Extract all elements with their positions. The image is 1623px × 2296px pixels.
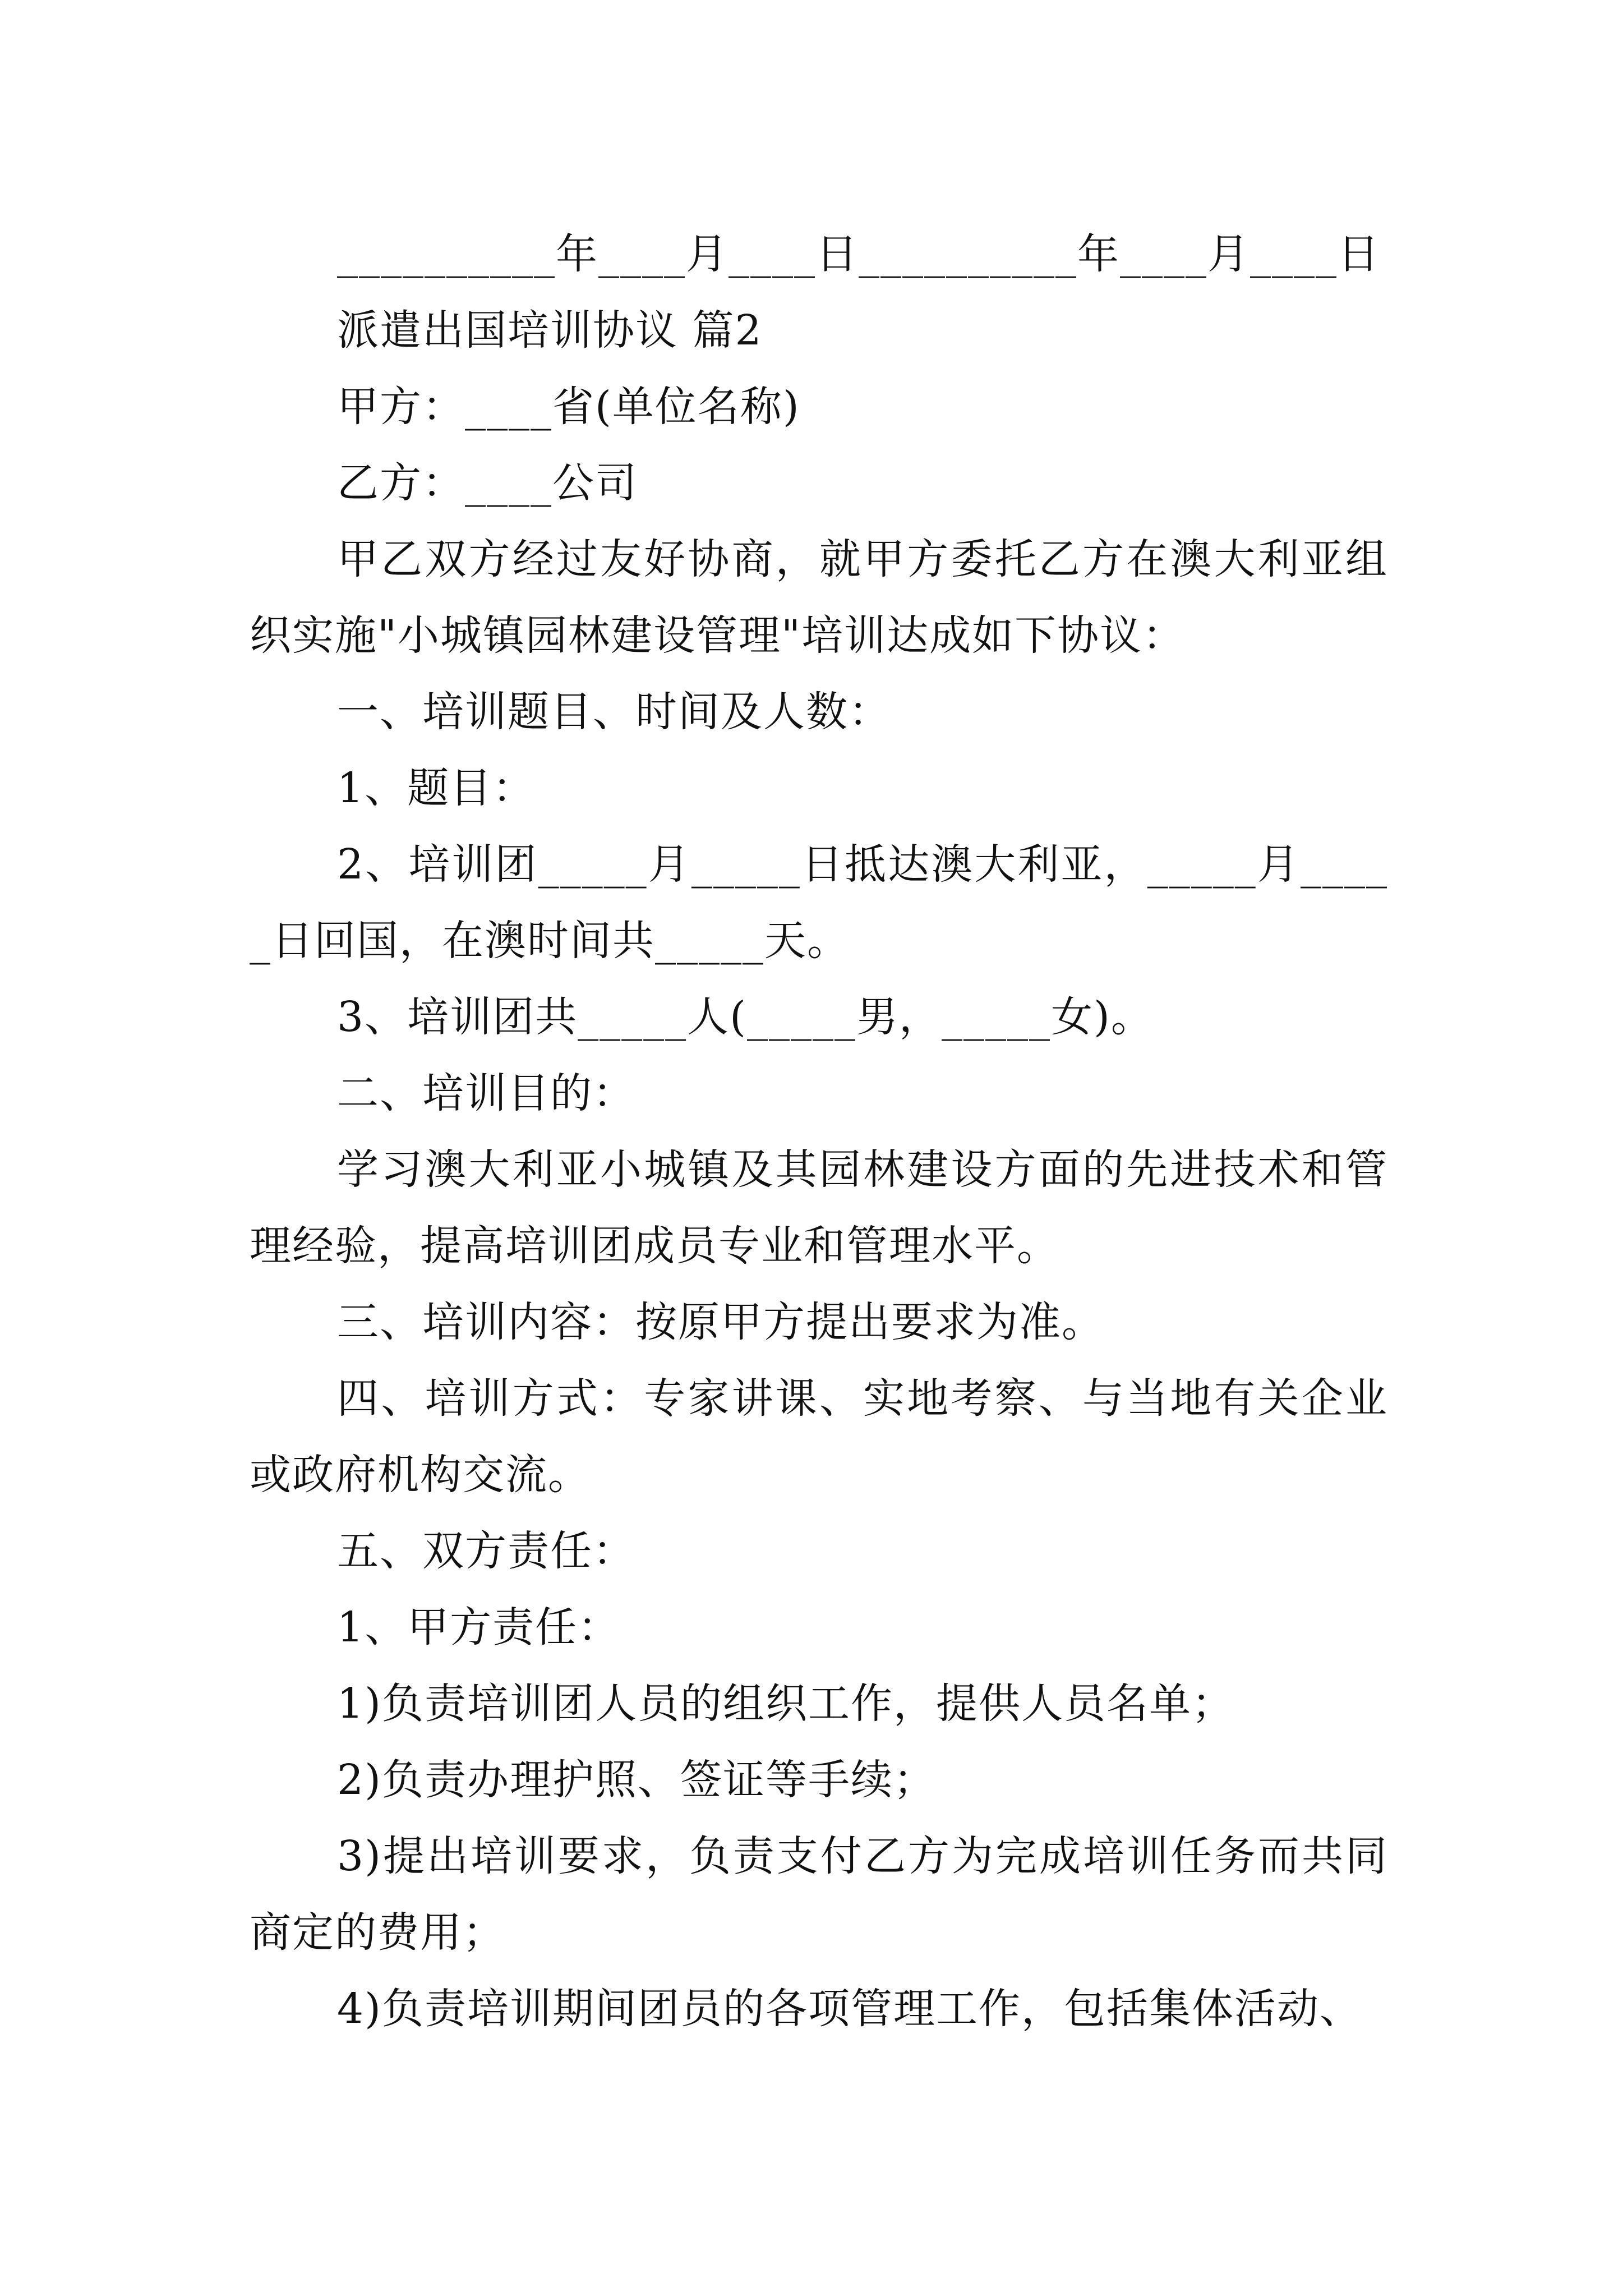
document-paragraph: 1、题目： bbox=[337, 764, 536, 812]
document-paragraph: 派遣出国培训协议 篇2 bbox=[337, 306, 763, 355]
document-paragraph: 五、双方责任： bbox=[337, 1527, 635, 1575]
document-paragraph: 1)负责培训团人员的组织工作，提供人员名单； bbox=[337, 1680, 1234, 1728]
document-paragraph: 甲乙双方经过友好协商，就甲方委托乙方在澳大利亚组织实施"小城镇园林建设管理"培训达成如下协议： bbox=[250, 535, 1388, 660]
document-paragraph: 二、培训目的： bbox=[337, 1069, 635, 1117]
document-paragraph: __________年____月____日__________年____月____日 bbox=[337, 230, 1380, 278]
document-paragraph: 四、培训方式：专家讲课、实地考察、与当地有关企业或政府机构交流。 bbox=[250, 1374, 1388, 1499]
document-paragraph: 三、培训内容：按原甲方提出要求为准。 bbox=[337, 1298, 1104, 1346]
document-paragraph: 4)负责培训期间团员的各项管理工作，包括集体活动、 bbox=[337, 1985, 1362, 2033]
document-paragraph: 2)负责办理护照、签证等手续； bbox=[337, 1756, 936, 1804]
document-paragraph: 2、培训团_____月_____日抵达澳大利亚，_____月_____日回国，在澳时间共_____天。 bbox=[250, 840, 1388, 965]
document-paragraph: 甲方：____省(单位名称) bbox=[337, 383, 800, 431]
document-paragraph: 学习澳大利亚小城镇及其园林建设方面的先进技术和管理经验，提高培训团成员专业和管理水平。 bbox=[250, 1145, 1388, 1270]
document-body bbox=[250, 216, 1388, 2047]
document-paragraph: 3)提出培训要求，负责支付乙方为完成培训任务而共同商定的费用； bbox=[250, 1832, 1388, 1957]
document-paragraph: 乙方：____公司 bbox=[337, 459, 638, 507]
document-paragraph: 一、培训题目、时间及人数： bbox=[337, 688, 891, 736]
document-paragraph: 3、培训团共_____人(_____男，_____女)。 bbox=[337, 993, 1154, 1041]
document-paragraph: 1、甲方责任： bbox=[337, 1603, 621, 1651]
